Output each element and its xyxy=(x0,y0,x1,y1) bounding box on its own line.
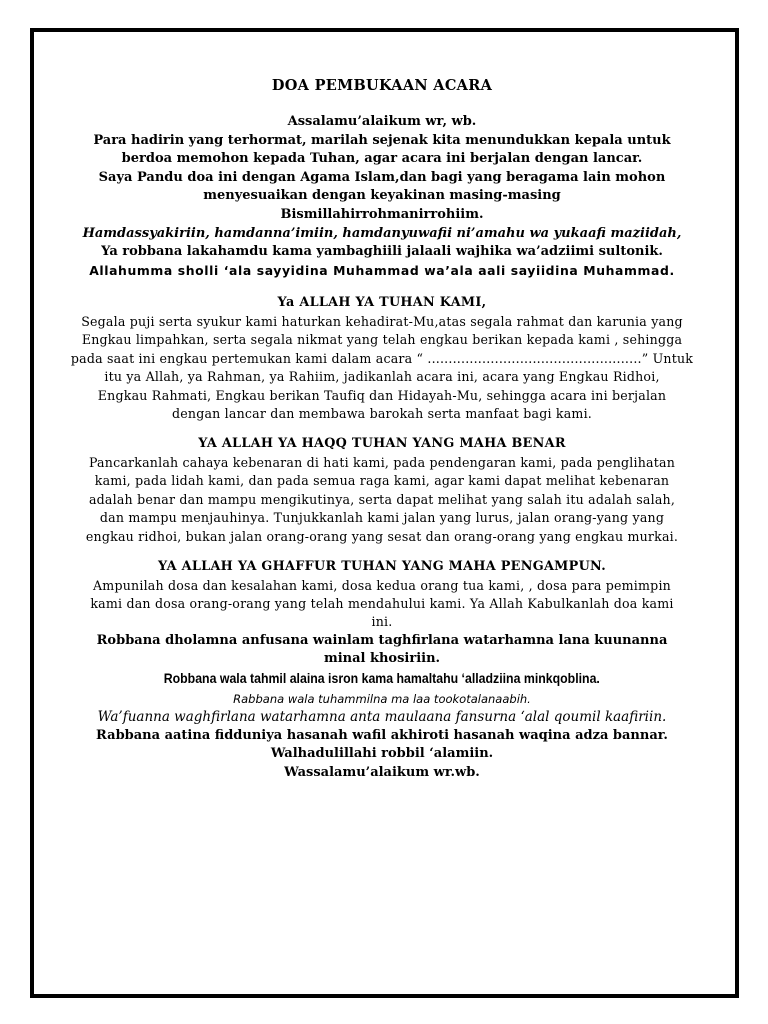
section2-line: kami, pada lidah kami, dan pada semua raga kami, agar kami dapat melihat kebenaran xyxy=(94,473,670,489)
opening-line: Bismillahirrohmanirrohiim. xyxy=(280,206,484,222)
section1-line: Engkau Rahmati, Engkau berikan Taufiq dan Hidayah-Mu, sehingga acara ini berjalan xyxy=(97,387,667,403)
section1-line: itu ya Allah, ya Rahman, ya Rahiim, jadikanlah acara ini, acara yang Engkau Ridhoi, xyxy=(104,369,660,385)
section1-line: Segala puji serta syukur kami haturkan kehadirat-Mu,atas segala rahmat dan karunia yang xyxy=(81,313,683,329)
section3-line: ini. xyxy=(371,614,393,630)
walhamdu-line: Walhadulillahi robbil ‘alamiin. xyxy=(270,746,494,762)
section2-line: Pancarkanlah cahaya kebenaran di hati kami, pada pendengaran kami, pada penglihatan xyxy=(88,454,676,470)
section1-line: Engkau limpahkan, serta segala nikmat yang telah engkau berikan kepada kami , sehingga xyxy=(81,332,683,348)
wala-tahmil-line: Robbana wala tahmil alaina isron kama hamaltahu ‘alladziina minkqoblina. xyxy=(163,670,601,686)
document-body xyxy=(62,77,702,783)
aatina-line: Rabbana aatina fidduniya hasanah wafil akhiroti hasanah waqina adza bannar. xyxy=(96,727,668,743)
dholamna-line: minal khosiriin. xyxy=(323,651,441,667)
dholamna-line: Robbana dholamna anfusana wainlam taghfirlana watarhamna lana kuunanna xyxy=(96,632,668,648)
opening-line: Saya Pandu doa ini dengan Agama Islam,dan bagi yang beragama lain mohon xyxy=(98,169,666,185)
section3-line: kami dan dosa orang-orang yang telah mendahului kami. Ya Allah Kabulkanlah doa kami xyxy=(90,596,674,611)
opening-line: berdoa memohon kepada Tuhan, agar acara ini berjalan dengan lancar. xyxy=(121,151,643,167)
document-title: DOA PEMBUKAAN ACARA xyxy=(271,77,493,94)
section3-heading: YA ALLAH YA GHAFFUR TUHAN YANG MAHA PENGAMPUN. xyxy=(158,559,606,574)
section2-line: engkau ridhoi, bukan jalan orang-orang yang sesat dan orang-orang yang engkau murkai. xyxy=(85,528,679,544)
sholawat-line: Allahumma sholli ‘ala sayyidina Muhammad wa’ala aali sayiidina Muhammad. xyxy=(89,262,675,278)
wala-tuhammilna-line: Rabbana wala tuhammilna ma laa tookotalanaabih. xyxy=(233,691,531,706)
opening-line: Assalamu’alaikum wr, wb. xyxy=(287,114,477,129)
section3-line: Ampunilah dosa dan kesalahan kami, dosa kedua orang tua kami, , dosa para pemimpin xyxy=(93,577,671,593)
hamdalah-line: Hamdassyakiriin, hamdanna’imiin, hamdanyuwafii ni’amahu wa yukaafi maziidah, xyxy=(82,225,682,241)
opening-line: menyesuaikan dengan keyakinan masing-masing xyxy=(203,188,561,204)
section2-heading: YA ALLAH YA HAQQ TUHAN YANG MAHA BENAR xyxy=(198,436,566,452)
opening-line: Para hadirin yang terhormat, marilah sejenak kita menundukkan kepala untuk xyxy=(93,132,671,148)
wafuanna-line: Wa’fuanna waghfirlana watarhamna anta maulaana fansurna ‘alal qoumil kaafiriin. xyxy=(97,709,667,726)
section2-line: adalah benar dan mampu mengikutinya, serta dapat melihat yang salah itu adalah salah, xyxy=(88,491,676,507)
section2-line: dan mampu menjauhinya. Tunjukkanlah kami jalan yang lurus, jalan orang-yang yang xyxy=(99,510,665,526)
robbana-lakal-line: Ya robbana lakahamdu kama yambaghiili jalaali wajhika wa’adziimi sultonik. xyxy=(101,244,663,260)
section1-line: dengan lancar dan membawa barokah serta manfaat bagi kami. xyxy=(171,405,593,421)
section1-line: pada saat ini engkau pertemukan kami dalam acara “ ...................................................” Untuk xyxy=(70,350,694,366)
section1-heading: Ya ALLAH YA TUHAN KAMI, xyxy=(277,295,487,311)
closing-salam: Wassalamu’alaikum wr.wb. xyxy=(284,764,480,780)
